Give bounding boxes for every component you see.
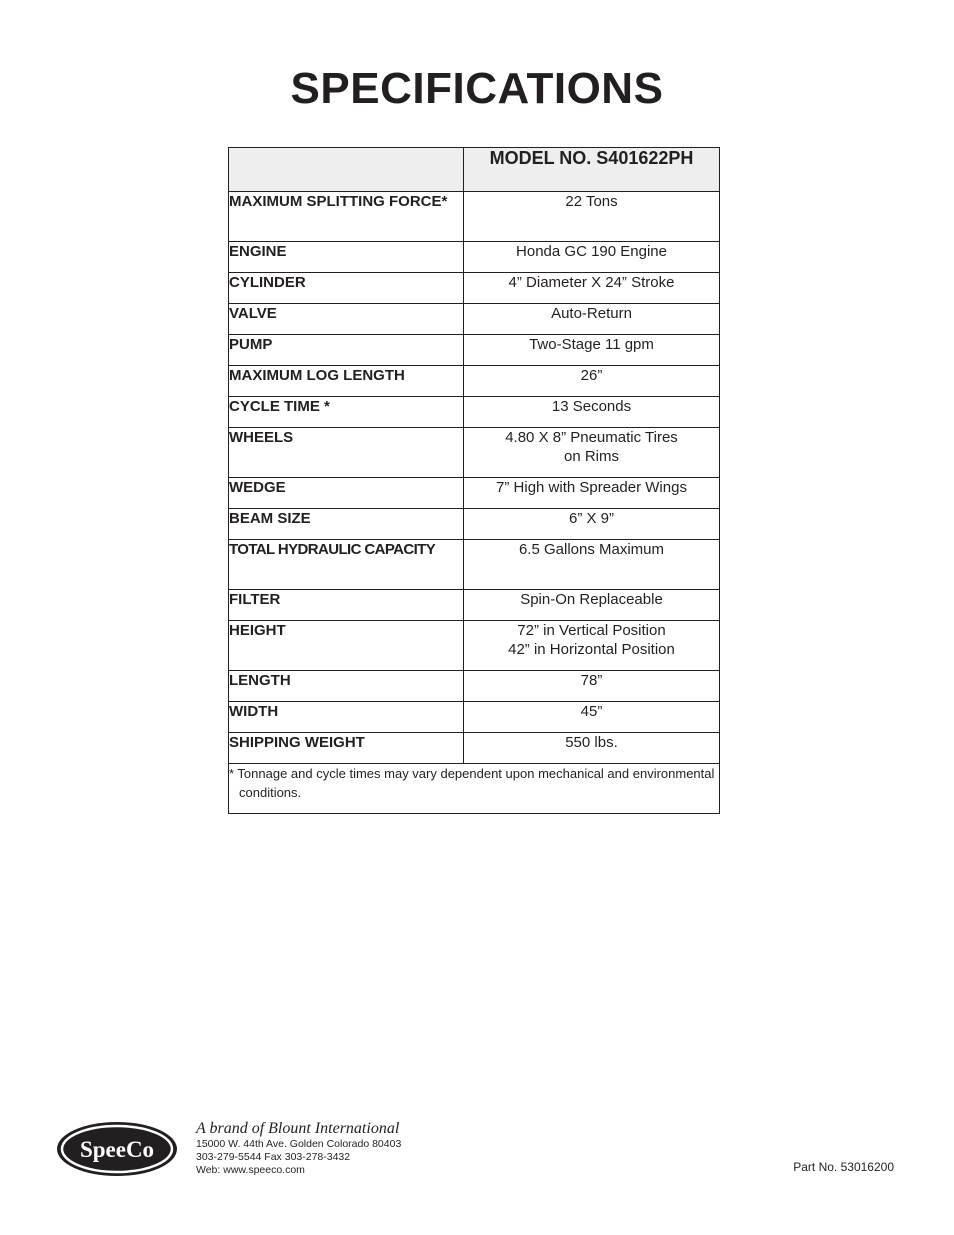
spec-label: CYCLE TIME * (229, 397, 464, 428)
table-row (229, 192, 720, 242)
footnote (229, 764, 720, 814)
spec-label: PUMP (229, 335, 464, 366)
spec-label: MAXIMUM LOG LENGTH (229, 366, 464, 397)
spec-label: MAXIMUM SPLITTING FORCE* (229, 192, 464, 242)
logo-text: SpeeCo (79, 1137, 155, 1162)
table-row (229, 478, 720, 509)
spec-label: FILTER (229, 590, 464, 621)
table-row (229, 397, 720, 428)
table-row (229, 590, 720, 621)
table-row (229, 733, 720, 764)
spec-label: WHEELS (229, 428, 464, 478)
spec-label: WEDGE (229, 478, 464, 509)
spec-value: 7” High with Spreader Wings (464, 478, 720, 509)
table-row (229, 304, 720, 335)
spec-value: 4.80 X 8” Pneumatic Tires on Rims (464, 428, 720, 478)
table-row (229, 335, 720, 366)
spec-label: LENGTH (229, 671, 464, 702)
spec-value: Honda GC 190 Engine (464, 242, 720, 273)
brand-line: A brand of Blount International (196, 1120, 400, 1137)
table-row (229, 671, 720, 702)
header-blank-cell (229, 148, 464, 192)
table-row (229, 702, 720, 733)
address-line: 15000 W. 44th Ave. Golden Colorado 80403 (196, 1138, 402, 1150)
spec-label: HEIGHT (229, 621, 464, 671)
spec-label: ENGINE (229, 242, 464, 273)
page-title: SPECIFICATIONS (290, 64, 664, 113)
spec-value: Two-Stage 11 gpm (464, 335, 720, 366)
spec-value: 45” (464, 702, 720, 733)
spec-value: 4” Diameter X 24” Stroke (464, 273, 720, 304)
spec-value: 26” (464, 366, 720, 397)
phone-line: 303-279-5544 Fax 303-278-3432 (196, 1151, 351, 1163)
table-row (229, 273, 720, 304)
spec-value: 13 Seconds (464, 397, 720, 428)
speeco-logo (56, 1121, 178, 1182)
spec-value: Auto-Return (464, 304, 720, 335)
part-number: Part No. 53016200 (793, 1160, 894, 1174)
table-row (229, 428, 720, 478)
spec-label: VALVE (229, 304, 464, 335)
footnote-row (229, 764, 720, 814)
spec-value: 72” in Vertical Position 42” in Horizontal Position (464, 621, 720, 671)
spec-label: SHIPPING WEIGHT (229, 733, 464, 764)
model-number-header: MODEL NO. S401622PH (464, 148, 720, 192)
spec-value: 6” X 9” (464, 509, 720, 540)
footnote-text: * Tonnage and cycle times may vary dependent upon mechanical and environmental conditions. (229, 766, 715, 800)
table-row (229, 242, 720, 273)
table-row (229, 366, 720, 397)
spec-value: 550 lbs. (464, 733, 720, 764)
table-row (229, 540, 720, 590)
spec-label: BEAM SIZE (229, 509, 464, 540)
specifications-table (228, 147, 720, 814)
table-row (229, 621, 720, 671)
spec-label: CYLINDER (229, 273, 464, 304)
spec-value: 22 Tons (464, 192, 720, 242)
spec-value: 6.5 Gallons Maximum (464, 540, 720, 590)
table-row (229, 509, 720, 540)
spec-label: WIDTH (229, 702, 464, 733)
spec-label: TOTAL HYDRAULIC CAPACITY (229, 540, 464, 590)
spec-value: 78” (464, 671, 720, 702)
spec-value: Spin-On Replaceable (464, 590, 720, 621)
web-line: Web: www.speeco.com (196, 1164, 305, 1176)
